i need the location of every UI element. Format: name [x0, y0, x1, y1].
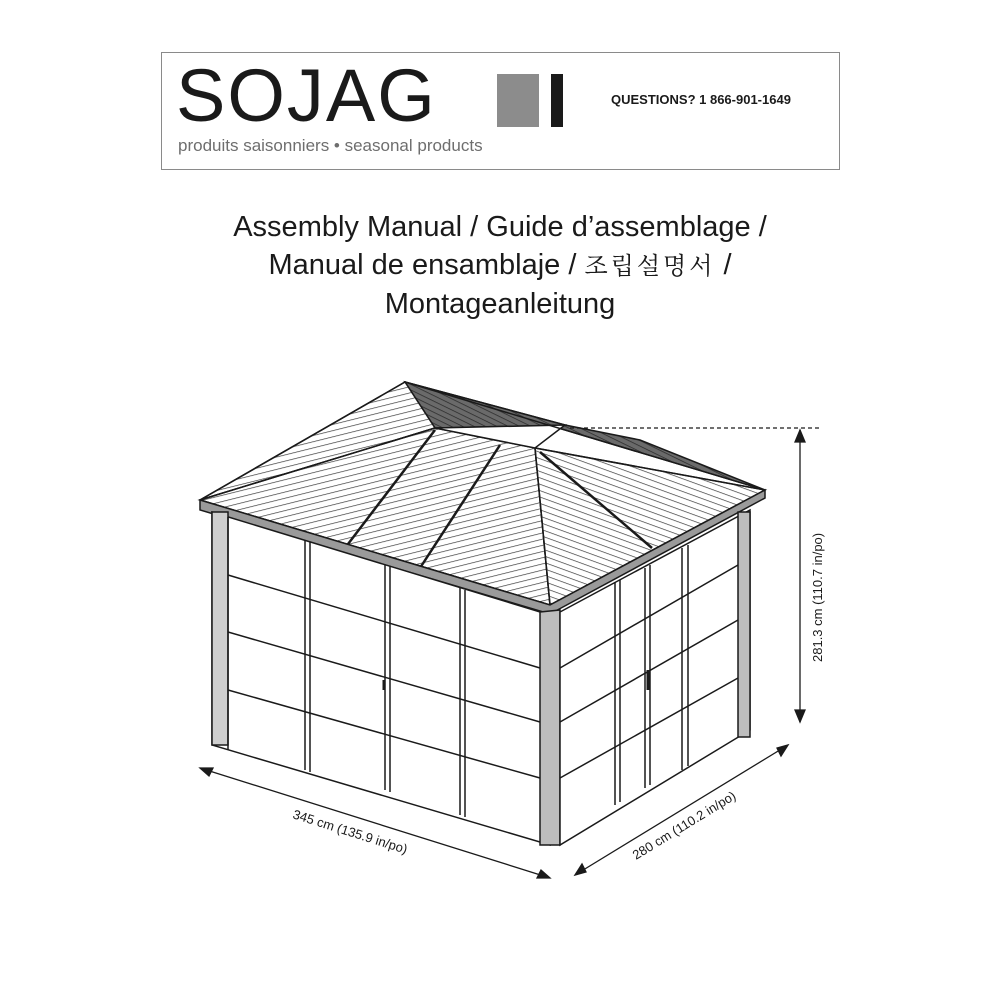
title-korean: 조립설명서	[584, 252, 716, 280]
questions-phone: QUESTIONS? 1 866-901-1649	[611, 92, 791, 107]
brand-tagline: produits saisonniers • seasonal products	[178, 136, 483, 155]
depth-label: 280 cm (110.2 in/po)	[629, 787, 739, 863]
height-label: 281.3 cm (110.7 in/po)	[810, 532, 825, 662]
width-label: 345 cm (135.9 in/po)	[291, 806, 410, 857]
title-line-1: Assembly Manual / Guide d’assemblage /	[233, 211, 767, 243]
width-arrow-start	[200, 768, 213, 776]
width-arrow-end	[537, 870, 550, 878]
title-line-3: Montageanleitung	[384, 288, 616, 320]
height-arrow-top	[795, 430, 805, 442]
depth-arrow-end	[777, 745, 788, 756]
brand-logo: SOJAG	[176, 54, 437, 137]
height-arrow-bottom	[795, 710, 805, 722]
title-slash: /	[723, 249, 732, 281]
title-spanish: Manual de ensamblaje /	[268, 249, 577, 281]
depth-arrow-start	[575, 864, 586, 875]
